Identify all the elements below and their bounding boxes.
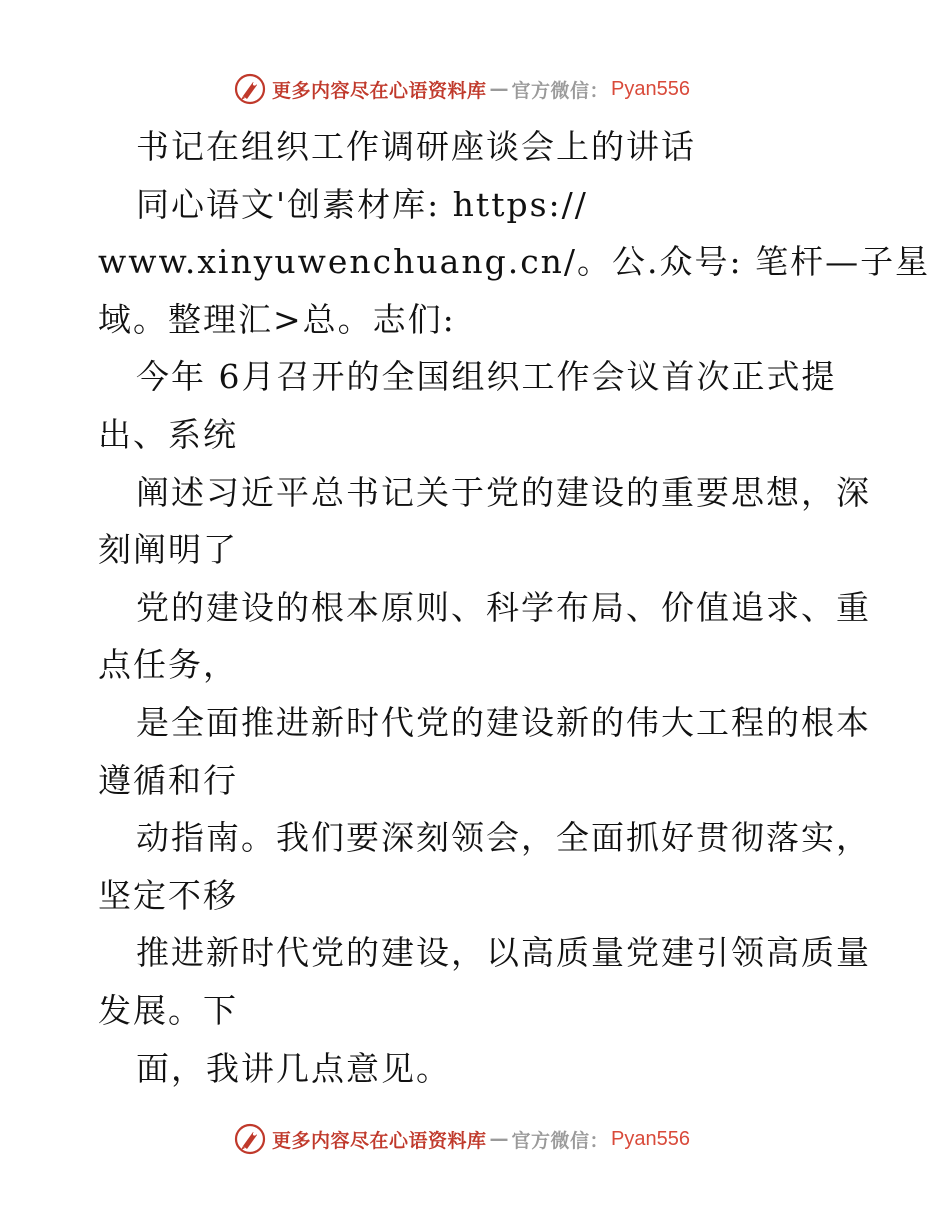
document-title: 书记在组织工作调研座谈会上的讲话	[136, 127, 696, 166]
document-body	[98, 118, 931, 1097]
banner-separator: —	[489, 1128, 509, 1150]
banner-text: 更多内容尽在心语资料库	[272, 1129, 487, 1152]
text-line: www.xinyuwenchuang.cn/。公.众号: 笔杆—子星	[98, 242, 931, 282]
banner-wechat-id: Pyan556	[611, 77, 690, 100]
text-line: 党的建设的根本原则、科学布局、价值追求、重	[136, 587, 871, 627]
text-line: 点任务，	[98, 645, 238, 685]
text-line: 同心语文'创素材库: https://	[136, 184, 588, 224]
banner-official-label: 官方微信：	[511, 79, 610, 102]
footer-watermark-banner	[234, 1122, 690, 1156]
text-line: 动指南。我们要深刻领会，全面抓好贯彻落实，	[136, 818, 871, 858]
banner-wechat-id: Pyan556	[611, 1127, 690, 1150]
header-watermark-banner	[234, 72, 690, 106]
text-line: 面，我讲几点意见。	[136, 1048, 451, 1088]
banner-official-label: 官方微信：	[511, 1129, 610, 1152]
text-line: 遵循和行	[98, 760, 238, 800]
banner-separator: —	[489, 78, 509, 100]
text-line: 推进新时代党的建设，以高质量党建引领高质量	[136, 933, 871, 973]
pen-nib-logo-icon	[234, 1123, 266, 1155]
text-line: 坚定不移	[98, 875, 238, 915]
text-line: 出、系统	[98, 414, 238, 454]
text-line: 刻阐明了	[98, 530, 238, 570]
banner-text: 更多内容尽在心语资料库	[272, 79, 487, 102]
text-line: 今年 6月召开的全国组织工作会议首次正式提	[136, 357, 837, 397]
text-line: 是全面推进新时代党的建设新的伟大工程的根本	[136, 702, 871, 742]
text-line: 阐述习近平总书记关于党的建设的重要思想，深	[136, 472, 871, 512]
pen-nib-logo-icon	[234, 73, 266, 105]
text-line: 域。整理汇>总。志们:	[98, 299, 456, 339]
text-line: 发展。下	[98, 990, 238, 1030]
